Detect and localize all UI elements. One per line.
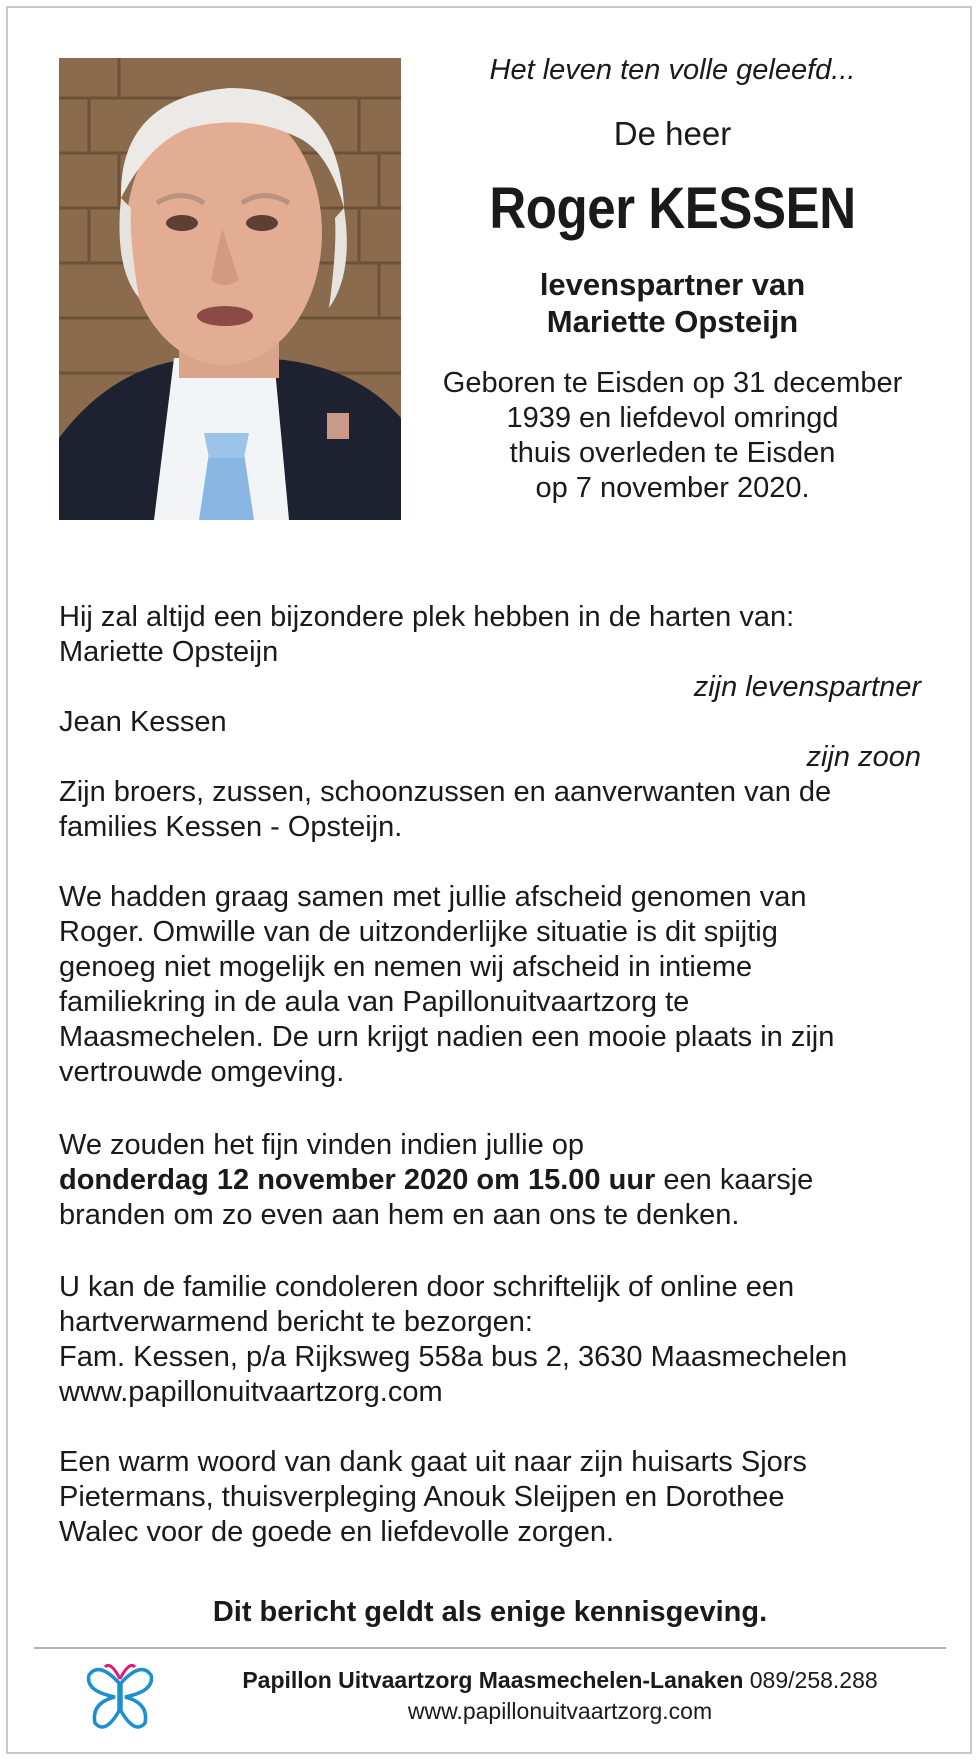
announcement-header (410, 50, 935, 506)
company-name: Papillon Uitvaartzorg Maasmechelen-Lanaken (242, 1667, 744, 1693)
butterfly-logo-icon (85, 1657, 155, 1737)
candle-line-2 (59, 1163, 921, 1198)
company-phone: 089/258.288 (743, 1667, 878, 1693)
born-line-3: thuis overleden te Eisden (509, 437, 836, 469)
born-line-4: op 7 november 2020. (535, 472, 810, 504)
farewell-line: Maasmechelen. De urn krijgt nadien een mooie plaats in zijn (59, 1021, 835, 1053)
portrait-photo (59, 58, 401, 520)
birth-death-info (410, 366, 935, 506)
condolence-address: Fam. Kessen, p/a Rijksweg 558a bus 2, 3630 Maasmechelen (59, 1341, 848, 1373)
farewell-line: familiekring in de aula van Papillonuitvaartzorg te (59, 986, 690, 1018)
deceased-name: Roger KESSEN (489, 176, 856, 241)
thanks-paragraph (59, 1445, 921, 1550)
condolence-website-link[interactable]: www.papillonuitvaartzorg.com (59, 1376, 443, 1408)
farewell-line: We hadden graag samen met jullie afscheid genomen van (59, 881, 807, 913)
condolence-paragraph (59, 1270, 921, 1410)
family-member-2: Jean Kessen (59, 706, 227, 738)
footer-website-link[interactable]: www.papillonuitvaartzorg.com (407, 1698, 713, 1724)
thanks-line: Pietermans, thuisverpleging Anouk Sleijpen en Dorothee (59, 1481, 785, 1513)
born-line-1: Geboren te Eisden op 31 december (442, 367, 903, 399)
family-section (59, 600, 921, 845)
title-prefix: De heer (613, 115, 732, 152)
condolence-line-2: hartverwarmend bericht te bezorgen: (59, 1306, 533, 1338)
farewell-line: genoeg niet mogelijk en nemen wij afscheid in intieme (59, 951, 753, 983)
condolence-line-1: U kan de familie condoleren door schriftelijk of online een (59, 1271, 795, 1303)
family-others-2: families Kessen - Opsteijn. (59, 811, 403, 843)
family-intro: Hij zal altijd een bijzondere plek hebben in de harten van: (59, 601, 795, 633)
farewell-paragraph (59, 880, 921, 1090)
thanks-line: Een warm woord van dank gaat uit naar zijn huisarts Sjors (59, 1446, 807, 1478)
footer-divider (34, 1647, 946, 1649)
family-relation-2: zijn zoon (806, 741, 921, 773)
born-line-2: 1939 en liefdevol omringd (506, 402, 839, 434)
candle-date: donderdag 12 november 2020 om 15.00 uur (59, 1164, 656, 1196)
footer-company-line (170, 1665, 950, 1696)
family-relation-1: zijn levenspartner (693, 671, 921, 703)
family-member-1: Mariette Opsteijn (59, 636, 279, 668)
candle-paragraph (59, 1128, 921, 1233)
candle-line-2-rest: een kaarsje (655, 1164, 814, 1196)
notice-statement: Dit bericht geldt als enige kennisgeving. (212, 1596, 768, 1628)
candle-line-3: branden om zo even aan hem en aan ons te denken. (59, 1199, 740, 1231)
farewell-line: Roger. Omwille van de uitzonderlijke situatie is dit spijtig (59, 916, 778, 948)
partner-line-1: levenspartner van (539, 267, 806, 302)
family-others-1: Zijn broers, zussen, schoonzussen en aanverwanten van de (59, 776, 832, 808)
partner-line-2: Mariette Opsteijn (546, 304, 799, 339)
motto: Het leven ten volle geleefd... (489, 54, 856, 86)
thanks-line: Walec voor de goede en liefdevolle zorgen. (59, 1516, 615, 1548)
farewell-line: vertrouwde omgeving. (59, 1056, 345, 1088)
candle-line-1: We zouden het fijn vinden indien jullie op (59, 1129, 585, 1161)
